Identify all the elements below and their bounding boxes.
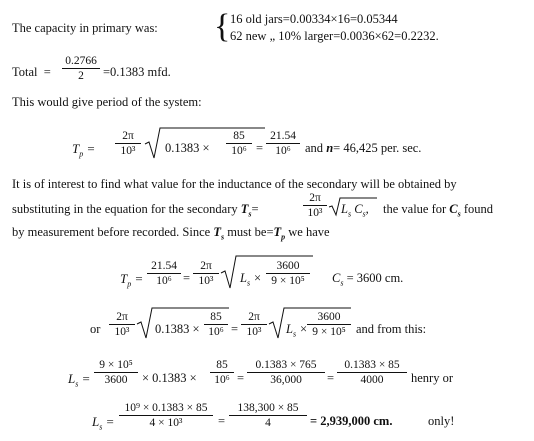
total-den: 2 xyxy=(78,70,84,82)
eq4-frac-b: 85 10⁶ xyxy=(210,359,234,386)
eq2-frac-b: 2π 10³ xyxy=(193,260,219,287)
eq1-frac-a: 2π 10³ xyxy=(115,130,141,157)
eq2-cs: $C_s = 3600$ cm. xyxy=(332,271,404,288)
period-intro: This would give period of the system: xyxy=(12,95,202,109)
total-result: =0.1383 mfd. xyxy=(103,65,171,79)
eq5-frac-a: 10⁹ × 0.1383 × 85 4 × 10³ xyxy=(119,402,213,429)
eq4-eq2: = xyxy=(327,371,335,385)
eq2-eq: = xyxy=(183,271,191,285)
eq4-tail: henry or xyxy=(411,371,453,385)
eq2-lhs: $T_p$ = xyxy=(120,271,144,289)
eq3-rad-text: 0.1383 × xyxy=(155,322,200,336)
eq1-equals: = xyxy=(256,141,264,155)
eq3-frac-d: 3600 9 × 10⁵ xyxy=(307,311,351,338)
para-line1: It is of interest to find what value for the inductance of the secondary will be obtained by xyxy=(12,177,457,191)
eq2-frac-a: 21.54 10⁶ xyxy=(147,260,181,287)
total-label: Total = xyxy=(12,65,51,79)
eq2-ls: $L_s$ × xyxy=(240,271,262,288)
primary-brace: { xyxy=(214,8,231,45)
eq1-rad-text: 0.1383 × xyxy=(165,141,210,155)
para-frac: 2π 10³ xyxy=(303,192,327,219)
total-fraction xyxy=(62,55,100,82)
para-line3: by measurement before recorded. Since $T_s$ must $be=T_p$ we have xyxy=(12,225,330,242)
eq4-frac-c: 0.1383 × 765 36,000 xyxy=(247,359,325,386)
eq4-frac-d: 0.1383 × 85 4000 xyxy=(337,359,407,386)
eq1-frac-c: 21.54 10⁶ xyxy=(266,130,300,157)
primary-label: The capacity in primary was: xyxy=(12,21,158,35)
eq5-frac-b: 138,300 × 85 4 xyxy=(229,402,307,429)
eq4-mid: × 0.1383 × xyxy=(142,371,197,385)
para-lscs: $L_s$ $C_s$, xyxy=(341,202,369,219)
eq2-frac-c: 3600 9 × 10⁵ xyxy=(266,260,310,287)
eq3-and-from: and from this: xyxy=(356,322,427,336)
total-num: 0.2766 xyxy=(65,55,97,67)
eq3-frac-a: 2π 10³ xyxy=(109,311,135,338)
para-line2: substituting in the equation for the secondary $T_s=$ xyxy=(12,202,259,219)
eq3-eq: = xyxy=(231,322,239,336)
eq1-frac-b: 85 10⁶ xyxy=(226,130,252,157)
primary-line1: 16 old jars=0.00334×16=0.05344 xyxy=(230,12,398,26)
eq3-or: or xyxy=(90,322,101,336)
eq5-result: = 2,939,000 cm. xyxy=(310,414,393,428)
eq1-tail: and n= 46,425 per. sec. xyxy=(305,141,422,155)
para-line2-tail: the value for $C_s$ found xyxy=(383,202,494,219)
eq5-tail: only! xyxy=(428,414,455,428)
eq5-eq: = xyxy=(218,414,226,428)
eq5-lhs: $L_s$ = xyxy=(92,414,115,432)
eq1-lhs: $T_p$ = xyxy=(72,141,96,159)
eq3-frac-c: 2π 10³ xyxy=(241,311,267,338)
primary-line2: 62 new „ 10% larger=0.0036×62=0.2232. xyxy=(230,29,439,43)
eq4-frac-a: 9 × 10⁵ 3600 xyxy=(94,359,138,386)
eq4-lhs: $L_s$ = xyxy=(68,371,91,389)
eq3-ls: $L_s$ × xyxy=(286,322,308,339)
eq3-frac-b: 85 10⁶ xyxy=(204,311,228,338)
eq4-eq1: = xyxy=(237,371,245,385)
